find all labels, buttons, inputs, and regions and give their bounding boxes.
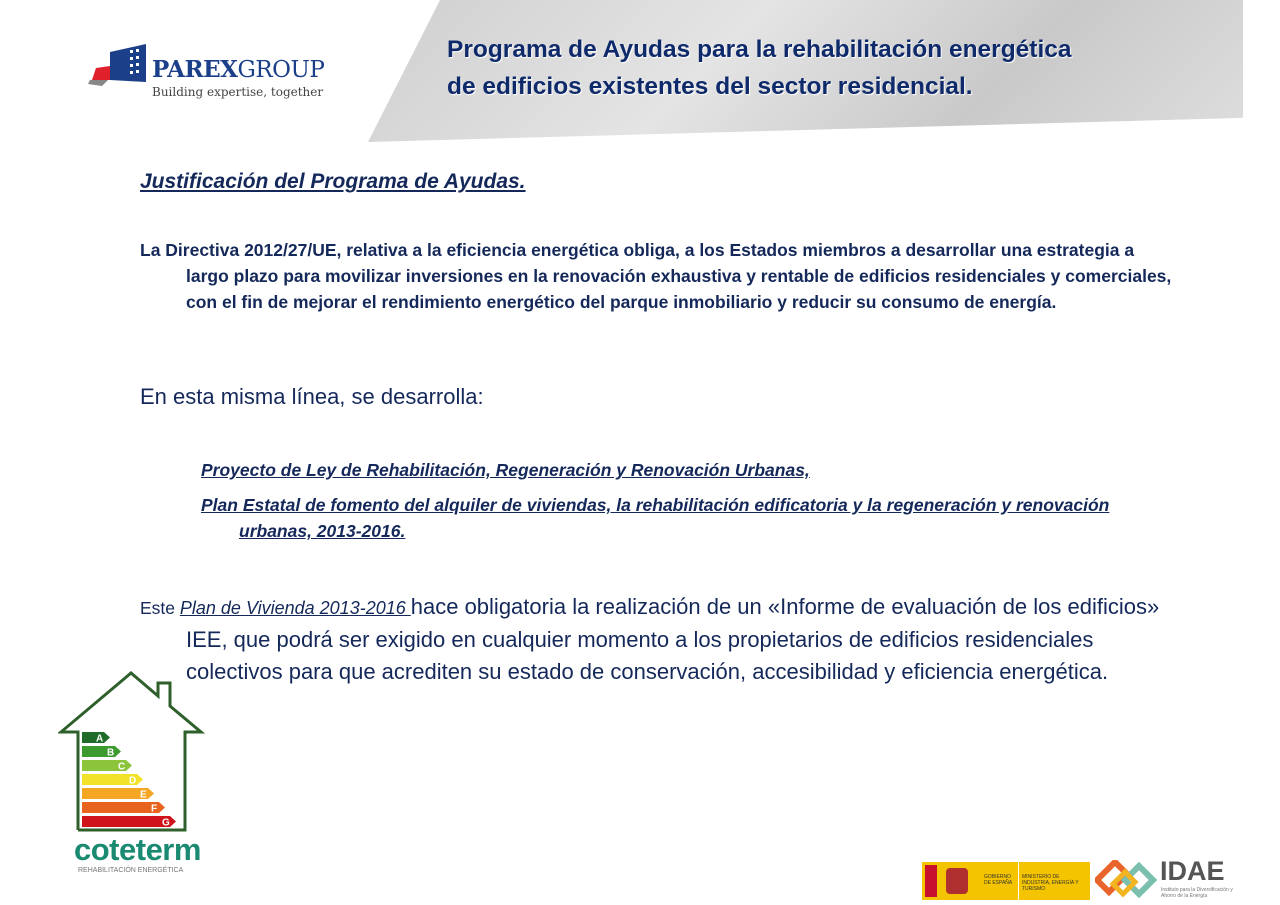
- title-line-1: Programa de Ayudas para la rehabilitación energética: [447, 36, 1072, 63]
- energy-label: D: [129, 775, 137, 787]
- energy-label: G: [162, 817, 170, 829]
- title-line-2: de edificios existentes del sector residencial.: [447, 73, 973, 100]
- energy-label: B: [107, 747, 115, 759]
- eu-stripe-icon: [925, 865, 937, 897]
- coteterm-logo: coteterm: [74, 832, 201, 867]
- logo-divider: [1018, 862, 1019, 900]
- energy-label: A: [96, 733, 104, 745]
- idae-name: IDAE: [1160, 856, 1225, 886]
- plan-vivienda-link[interactable]: Plan de Vivienda 2013-2016: [179, 598, 411, 618]
- idae-subtitle: Instituto para la Diversificación y Ahorro de la Energía: [1161, 887, 1233, 899]
- ministerio-text: MINISTERIO DE INDUSTRIA, ENERGÍA Y TURISMO: [1022, 874, 1079, 892]
- section-heading: Justificación del Programa de Ayudas.: [140, 170, 526, 193]
- paragraph-directiva: La Directiva 2012/27/UE, relativa a la eficiencia energética obliga, a los Estados miembros a desarrollar una estrategia a largo plazo para movilizar inversiones en la renovación exhaustiva y rentable de edificios residenciales y comerciales, con el fin de mejorar el rendimiento energético del parque inmobiliario y reducir su consumo de energía.: [140, 240, 1172, 312]
- gobierno-espana-logo: [922, 862, 1090, 900]
- paragraph-intro: En esta misma línea, se desarrolla:: [140, 384, 484, 409]
- list-item: Plan Estatal de fomento del alquiler de viviendas, la rehabilitación edificatoria y la regeneración y renovación urbanas, 2013-2016.: [201, 495, 1110, 541]
- coteterm-subtitle: REHABILITACIÓN ENERGÉTICA: [78, 867, 184, 874]
- para3-rest: hace obligatoria la realización de un «Informe de evaluación de los edificios» IEE, que podrá ser exigido en cualquier momento a los propietarios de edificios residenciales colectivos para que acrediten su estado de conservación, accesibilidad y eficiencia energética.: [186, 594, 1160, 684]
- list-item: Proyecto de Ley de Rehabilitación, Regeneración y Renovación Urbanas,: [201, 460, 810, 480]
- idae-logo-icon: [1095, 860, 1157, 900]
- energy-rating-house-icon: [58, 670, 208, 835]
- coat-of-arms-icon: [946, 868, 968, 894]
- energy-label: C: [118, 761, 126, 773]
- brand-bold: PAREX: [152, 56, 238, 83]
- paragraph-plan-vivienda: [140, 591, 1180, 688]
- energy-label: F: [151, 803, 158, 815]
- brand-name: [152, 57, 324, 83]
- energy-bar-b: [82, 746, 121, 757]
- brand-tagline: Building expertise, together: [152, 85, 324, 99]
- energy-label: E: [140, 789, 147, 801]
- gobierno-text: GOBIERNO DE ESPAÑA: [984, 874, 1013, 886]
- brand-light: GROUP: [237, 57, 325, 83]
- para3-start: Este: [140, 598, 180, 618]
- slide-title: [447, 31, 1072, 105]
